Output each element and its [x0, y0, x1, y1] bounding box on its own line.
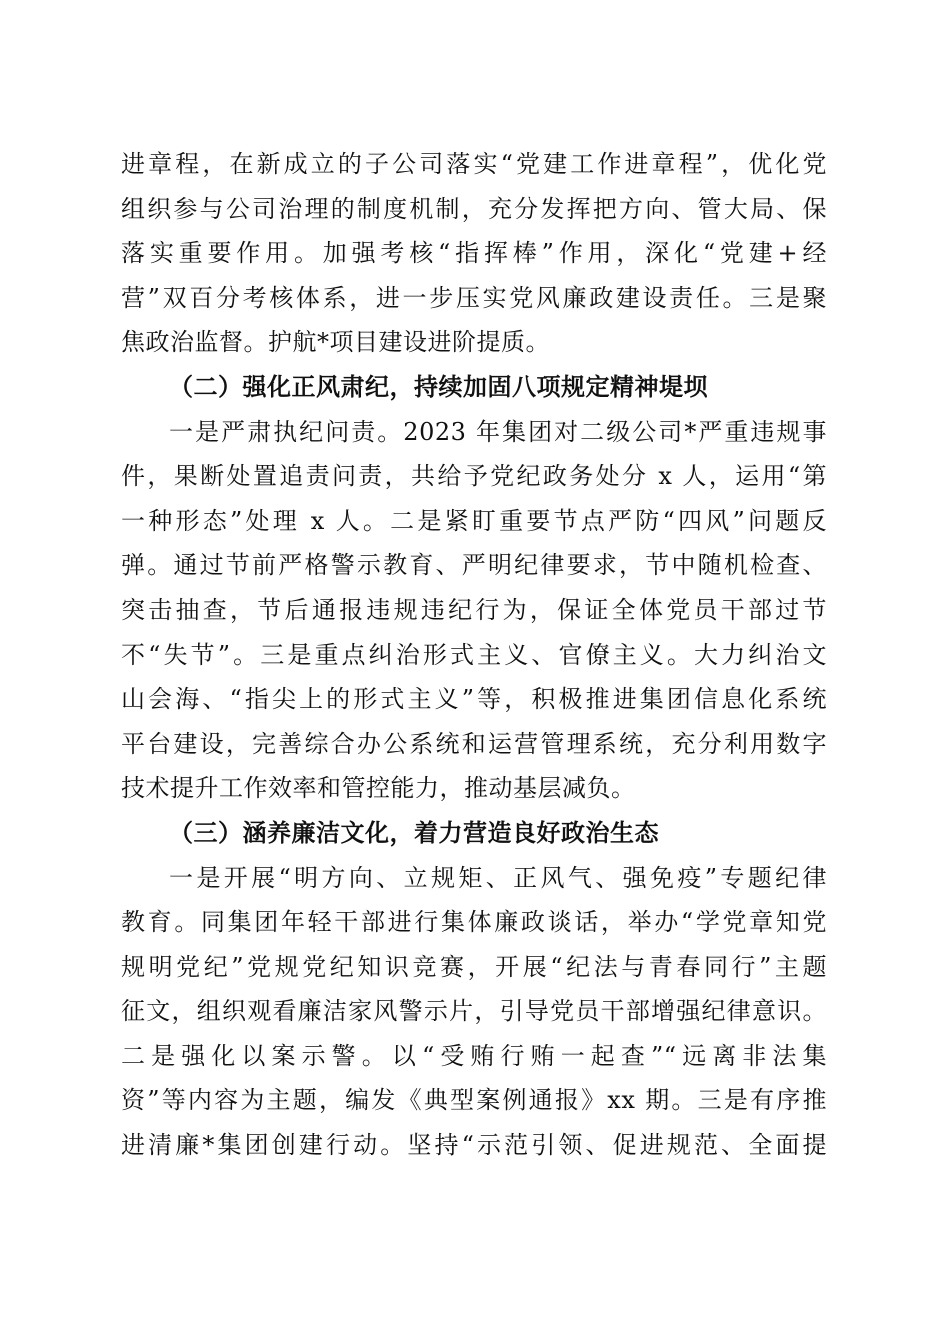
text-line: 资”等内容为主题，编发《典型案例通报》xx 期。三是有序推	[121, 1086, 827, 1115]
text-line: 教育。同集团年轻干部进行集体廉政谈话，举办“学党章知党	[121, 908, 827, 937]
text-line: 落实重要作用。加强考核“指挥棒”作用，深化“党建+经	[121, 239, 827, 268]
text-line: 不“失节”。三是重点纠治形式主义、官僚主义。大力纠治文	[121, 640, 827, 669]
text-line: 技术提升工作效率和管控能力，推动基层减负。	[121, 774, 636, 803]
text-line: 进清廉*集团创建行动。坚持“示范引领、促进规范、全面提	[121, 1131, 827, 1160]
text-line: 突击抽查，节后通报违规违纪行为，保证全体党员干部过节	[121, 595, 827, 624]
text-line: 山会海、“指尖上的形式主义”等，积极推进集团信息化系统	[121, 685, 827, 714]
text-line: 规明党纪”党规党纪知识竞赛，开展“纪法与青春同行”主题	[121, 952, 827, 981]
text-line: 营”双百分考核体系，进一步压实党风廉政建设责任。三是聚	[121, 283, 827, 312]
intro-paragraph	[121, 142, 827, 365]
text-line: 组织参与公司治理的制度机制，充分发挥把方向、管大局、保	[121, 194, 827, 223]
text-line: 二是强化以案示警。以“受贿行贿一起查”“远离非法集	[121, 1041, 827, 1070]
text-line: 弹。通过节前严格警示教育、严明纪律要求，节中随机检查、	[121, 551, 827, 580]
text-line: 一种形态”处理 x 人。二是紧盯重要节点严防“四风”问题反	[121, 506, 827, 535]
section-heading: （二）强化正风肃纪，持续加固八项规定精神堤坝	[169, 371, 708, 401]
text-line: 进章程，在新成立的子公司落实“党建工作进章程”，优化党	[121, 150, 827, 178]
text-line: 一是严肃执纪问责。2023 年集团对二级公司*严重违规事	[169, 417, 827, 446]
section-two	[121, 365, 827, 811]
document-body	[121, 142, 827, 1168]
text-line: 件，果断处置追责问责，共给予党纪政务处分 x 人，运用“第	[121, 462, 827, 491]
section-heading: （三）涵养廉洁文化，着力营造良好政治生态	[169, 817, 659, 847]
text-line: 平台建设，完善综合办公系统和运营管理系统，充分利用数字	[121, 729, 827, 758]
text-line: 焦政治监督。护航*项目建设进阶提质。	[121, 328, 550, 357]
text-line: 征文，组织观看廉洁家风警示片，引导党员干部增强纪律意识。	[121, 997, 827, 1026]
text-line: 一是开展“明方向、立规矩、正风气、强免疫”专题纪律	[169, 863, 827, 892]
section-three	[121, 811, 827, 1168]
